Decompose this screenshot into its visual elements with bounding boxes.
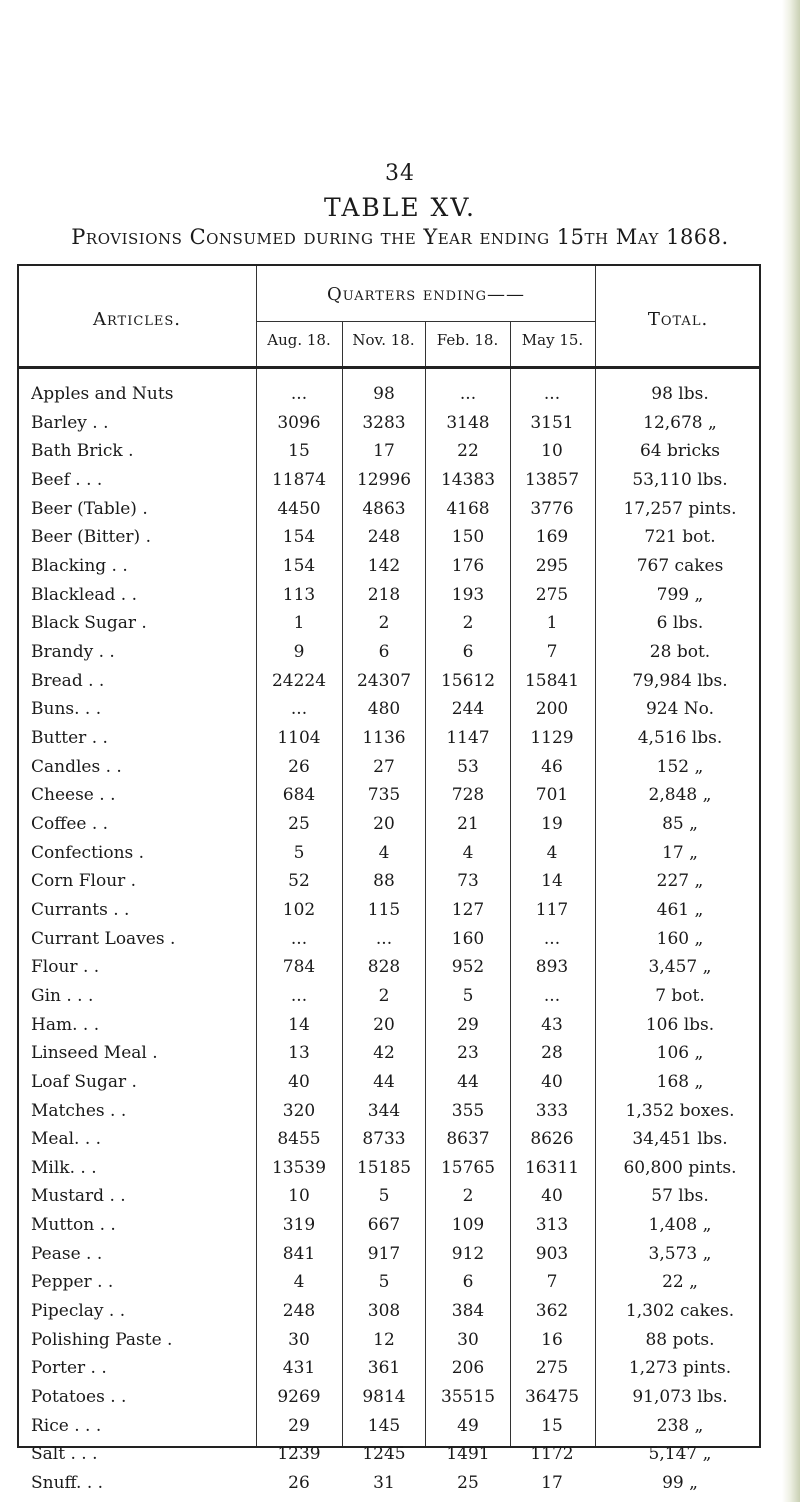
may-cell: 15: [541, 1415, 563, 1436]
feb-cell: 2: [462, 613, 474, 634]
table-row: [17, 781, 761, 810]
article-cell: Beef . . .: [31, 469, 103, 490]
table-row: [17, 523, 761, 552]
nov-cell: 142: [367, 555, 401, 576]
article-cell: Bath Brick .: [31, 441, 134, 462]
feb-cell: 2: [462, 1186, 474, 1207]
table-row: [17, 753, 761, 782]
may-cell: 333: [535, 1100, 569, 1121]
total-cell: 106 „: [656, 1043, 704, 1064]
table-row: [17, 1354, 761, 1383]
nov-cell: 667: [367, 1215, 401, 1236]
table-row: [17, 1383, 761, 1412]
may-cell: 43: [541, 1014, 563, 1035]
feb-cell: 23: [457, 1043, 479, 1064]
aug-cell: ...: [290, 985, 308, 1006]
may-cell: 16: [541, 1329, 563, 1350]
may-cell: 1: [546, 613, 558, 634]
nov-cell: 3283: [362, 412, 406, 433]
header-quarter-may: May 15.: [521, 331, 584, 349]
table-row: [17, 810, 761, 839]
aug-cell: 10: [288, 1186, 310, 1207]
nov-cell: 5: [378, 1186, 390, 1207]
nov-cell: 2: [378, 985, 390, 1006]
article-cell: Porter . .: [31, 1358, 107, 1379]
table-row: [17, 867, 761, 896]
aug-cell: 784: [282, 957, 316, 978]
nov-cell: 9814: [362, 1387, 406, 1408]
total-cell: 227 „: [656, 871, 704, 892]
article-cell: Loaf Sugar .: [31, 1071, 137, 1092]
nov-cell: 828: [367, 957, 401, 978]
article-cell: Candles . .: [31, 756, 122, 777]
total-cell: 1,408 „: [648, 1215, 712, 1236]
feb-cell: 30: [457, 1329, 479, 1350]
nov-cell: 1245: [362, 1444, 406, 1465]
table-row: [17, 609, 761, 638]
header-subrule: [256, 321, 595, 322]
feb-cell: 160: [451, 928, 485, 949]
feb-cell: 6: [462, 1272, 474, 1293]
aug-cell: 102: [282, 899, 316, 920]
aug-cell: 5: [293, 842, 305, 863]
total-cell: 12,678 „: [643, 412, 717, 433]
article-cell: Buns. . .: [31, 699, 102, 720]
table-row: [17, 1240, 761, 1269]
aug-cell: ...: [290, 699, 308, 720]
header-quarter-aug: Aug. 18.: [267, 331, 331, 349]
nov-cell: 344: [367, 1100, 401, 1121]
article-cell: Currant Loaves .: [31, 928, 176, 949]
may-cell: 903: [535, 1243, 569, 1264]
article-cell: Rice . . .: [31, 1415, 102, 1436]
nov-cell: 31: [373, 1473, 395, 1494]
feb-cell: 4168: [446, 498, 490, 519]
aug-cell: 11874: [271, 469, 327, 490]
feb-cell: 3148: [446, 412, 490, 433]
nov-cell: 24307: [356, 670, 412, 691]
may-cell: 3776: [530, 498, 574, 519]
feb-cell: 29: [457, 1014, 479, 1035]
total-cell: 64 bricks: [639, 441, 721, 462]
total-cell: 2,848 „: [648, 785, 712, 806]
feb-cell: 4: [462, 842, 474, 863]
article-cell: Mustard . .: [31, 1186, 126, 1207]
aug-cell: 1: [293, 613, 305, 634]
aug-cell: 13539: [271, 1157, 327, 1178]
total-cell: 1,302 cakes.: [625, 1301, 735, 1322]
total-cell: 98 lbs.: [651, 384, 709, 404]
feb-cell: 14383: [440, 469, 496, 490]
aug-cell: 8455: [277, 1129, 321, 1150]
article-cell: Pease . .: [31, 1243, 103, 1264]
total-cell: 6 lbs.: [656, 613, 704, 634]
total-cell: 799 „: [656, 584, 704, 605]
total-cell: 85 „: [662, 813, 698, 834]
aug-cell: 3096: [277, 412, 321, 433]
may-cell: 19: [541, 813, 563, 834]
nov-cell: 917: [367, 1243, 401, 1264]
aug-cell: 26: [288, 1473, 310, 1494]
header-quarter-nov: Nov. 18.: [352, 331, 415, 349]
article-cell: Potatoes . .: [31, 1387, 127, 1408]
aug-cell: 15: [288, 441, 310, 462]
header-bottom-rule: [19, 366, 759, 369]
total-cell: 1,273 pints.: [628, 1358, 732, 1379]
feb-cell: 49: [457, 1415, 479, 1436]
total-cell: 22 „: [662, 1272, 698, 1293]
article-cell: Meal. . .: [31, 1129, 102, 1150]
article-cell: Snuff. . .: [31, 1473, 104, 1494]
nov-cell: 2: [378, 613, 390, 634]
aug-cell: 320: [282, 1100, 316, 1121]
table-row: [17, 1068, 761, 1097]
feb-cell: 150: [451, 527, 485, 548]
may-cell: 169: [535, 527, 569, 548]
table-row: [17, 495, 761, 524]
header-quarter-feb: Feb. 18.: [436, 331, 499, 349]
total-cell: 160 „: [656, 928, 704, 949]
may-cell: 17: [541, 1473, 563, 1494]
header-quarters-ending: Quarters ending——: [326, 284, 526, 305]
article-cell: Brandy . .: [31, 641, 115, 662]
total-cell: 60,800 pints.: [623, 1157, 737, 1178]
article-cell: Linseed Meal .: [31, 1043, 158, 1064]
feb-cell: 35515: [440, 1387, 496, 1408]
may-cell: 295: [535, 555, 569, 576]
may-cell: ...: [543, 928, 561, 949]
feb-cell: 15612: [440, 670, 496, 691]
table-caption: Provisions Consumed during the Year ending 15th May 1868.: [71, 225, 729, 249]
feb-cell: 206: [451, 1358, 485, 1379]
article-cell: Cheese . .: [31, 785, 116, 806]
nov-cell: 4: [378, 842, 390, 863]
header-articles: Articles.: [92, 309, 182, 330]
table-row: [17, 1011, 761, 1040]
feb-cell: 193: [451, 584, 485, 605]
article-cell: Barley . .: [31, 412, 109, 433]
total-cell: 57 lbs.: [651, 1186, 709, 1207]
may-cell: 3151: [530, 412, 574, 433]
total-cell: 152 „: [656, 756, 704, 777]
aug-cell: ...: [290, 928, 308, 949]
aug-cell: 9: [293, 641, 305, 662]
may-cell: 40: [541, 1186, 563, 1207]
total-cell: 34,451 lbs.: [632, 1129, 728, 1150]
table-row: [17, 409, 761, 438]
may-cell: 313: [535, 1215, 569, 1236]
total-cell: 7 bot.: [655, 985, 705, 1006]
table-row: [17, 1440, 761, 1469]
feb-cell: 73: [457, 871, 479, 892]
table-row: [17, 437, 761, 466]
article-cell: Confections .: [31, 842, 145, 863]
total-cell: 3,457 „: [648, 957, 712, 978]
total-cell: 168 „: [656, 1071, 704, 1092]
total-cell: 53,110 lbs.: [632, 469, 728, 490]
aug-cell: 4: [293, 1272, 305, 1293]
table-row: [17, 1268, 761, 1297]
total-cell: 99 „: [662, 1473, 698, 1494]
may-cell: 1172: [530, 1444, 574, 1465]
table-row: [17, 1326, 761, 1355]
table-row: [17, 638, 761, 667]
may-cell: 200: [535, 699, 569, 720]
aug-cell: 248: [282, 1301, 316, 1322]
feb-cell: 244: [451, 699, 485, 720]
nov-cell: 44: [373, 1071, 395, 1092]
nov-cell: 4863: [362, 498, 406, 519]
nov-cell: 42: [373, 1043, 395, 1064]
feb-cell: 25: [457, 1473, 479, 1494]
feb-cell: 22: [457, 441, 479, 462]
may-cell: 275: [535, 584, 569, 605]
feb-cell: 1147: [446, 727, 490, 748]
feb-cell: 952: [451, 957, 485, 978]
feb-cell: 44: [457, 1071, 479, 1092]
feb-cell: 1491: [446, 1444, 490, 1465]
article-cell: Mutton . .: [31, 1215, 116, 1236]
nov-cell: 218: [367, 584, 401, 605]
article-cell: Salt . . .: [31, 1444, 98, 1465]
article-cell: Ham. . .: [31, 1014, 100, 1035]
feb-cell: 384: [451, 1301, 485, 1322]
may-cell: 46: [541, 756, 563, 777]
article-cell: Pipeclay . .: [31, 1301, 126, 1322]
aug-cell: 1104: [277, 727, 321, 748]
may-cell: ...: [543, 985, 561, 1006]
article-cell: Flour . .: [31, 957, 100, 978]
total-cell: 4,516 lbs.: [637, 727, 723, 748]
table-row: [17, 1182, 761, 1211]
aug-cell: 154: [282, 555, 316, 576]
total-cell: 767 cakes: [636, 555, 724, 576]
aug-cell: 1239: [277, 1444, 321, 1465]
feb-cell: 5: [462, 985, 474, 1006]
page-number: 34: [385, 161, 415, 186]
may-cell: 7: [546, 641, 558, 662]
aug-cell: 24224: [271, 670, 327, 691]
article-cell: Coffee . .: [31, 813, 109, 834]
table-row: [17, 380, 761, 409]
table-row: [17, 1412, 761, 1441]
total-cell: 88 pots.: [645, 1329, 715, 1350]
nov-cell: 248: [367, 527, 401, 548]
article-cell: Milk. . .: [31, 1157, 97, 1178]
total-cell: 238 „: [656, 1415, 704, 1436]
aug-cell: 40: [288, 1071, 310, 1092]
table-row: [17, 925, 761, 954]
table-row: [17, 1297, 761, 1326]
aug-cell: 319: [282, 1215, 316, 1236]
feb-cell: 355: [451, 1100, 485, 1121]
total-cell: 79,984 lbs.: [632, 670, 728, 691]
nov-cell: 6: [378, 641, 390, 662]
total-cell: 5,147 „: [648, 1444, 712, 1465]
nov-cell: 361: [367, 1358, 401, 1379]
table-row: [17, 1039, 761, 1068]
aug-cell: 13: [288, 1043, 310, 1064]
nov-cell: 5: [378, 1272, 390, 1293]
table-row: [17, 1125, 761, 1154]
article-cell: Polishing Paste .: [31, 1329, 173, 1350]
aug-cell: 14: [288, 1014, 310, 1035]
nov-cell: 480: [367, 699, 401, 720]
total-cell: 1,352 boxes.: [625, 1100, 735, 1121]
total-cell: 106 lbs.: [645, 1014, 715, 1035]
nov-cell: 20: [373, 813, 395, 834]
may-cell: 701: [535, 785, 569, 806]
article-cell: Blacking . .: [31, 555, 128, 576]
table-row: [17, 466, 761, 495]
aug-cell: ...: [290, 384, 308, 404]
may-cell: 13857: [524, 469, 580, 490]
article-cell: Beer (Bitter) .: [31, 527, 151, 548]
aug-cell: 841: [282, 1243, 316, 1264]
total-cell: 17 „: [662, 842, 698, 863]
feb-cell: ...: [459, 384, 477, 404]
article-cell: Butter . .: [31, 727, 108, 748]
nov-cell: 15185: [356, 1157, 412, 1178]
feb-cell: 21: [457, 813, 479, 834]
nov-cell: 88: [373, 871, 395, 892]
article-cell: Pepper . .: [31, 1272, 114, 1293]
nov-cell: 735: [367, 785, 401, 806]
table-row: [17, 695, 761, 724]
aug-cell: 113: [282, 584, 316, 605]
nov-cell: 145: [367, 1415, 401, 1436]
may-cell: 8626: [530, 1129, 574, 1150]
table-row: [17, 1211, 761, 1240]
article-cell: Currants . .: [31, 899, 130, 920]
may-cell: ...: [543, 384, 561, 404]
table-row: [17, 896, 761, 925]
may-cell: 16311: [524, 1157, 580, 1178]
table-row: [17, 1097, 761, 1126]
nov-cell: 20: [373, 1014, 395, 1035]
feb-cell: 912: [451, 1243, 485, 1264]
nov-cell: 115: [367, 899, 401, 920]
aug-cell: 25: [288, 813, 310, 834]
article-cell: Black Sugar .: [31, 613, 147, 634]
aug-cell: 30: [288, 1329, 310, 1350]
total-cell: 28 bot.: [649, 641, 711, 662]
may-cell: 15841: [524, 670, 580, 691]
may-cell: 4: [546, 842, 558, 863]
may-cell: 7: [546, 1272, 558, 1293]
total-cell: 461 „: [656, 899, 704, 920]
table-row: [17, 552, 761, 581]
total-cell: 721 bot.: [644, 527, 716, 548]
nov-cell: 308: [367, 1301, 401, 1322]
may-cell: 362: [535, 1301, 569, 1322]
aug-cell: 684: [282, 785, 316, 806]
nov-cell: 12: [373, 1329, 395, 1350]
article-cell: Apples and Nuts: [31, 384, 174, 404]
may-cell: 893: [535, 957, 569, 978]
feb-cell: 8637: [446, 1129, 490, 1150]
nov-cell: 1136: [362, 727, 406, 748]
header-total: Total.: [647, 309, 709, 330]
feb-cell: 176: [451, 555, 485, 576]
nov-cell: 17: [373, 441, 395, 462]
feb-cell: 15765: [440, 1157, 496, 1178]
total-cell: 91,073 lbs.: [632, 1387, 728, 1408]
may-cell: 1129: [530, 727, 574, 748]
aug-cell: 154: [282, 527, 316, 548]
article-cell: Gin . . .: [31, 985, 94, 1006]
may-cell: 14: [541, 871, 563, 892]
table-row: [17, 724, 761, 753]
table-row: [17, 1469, 761, 1498]
table-row: [17, 839, 761, 868]
feb-cell: 53: [457, 756, 479, 777]
article-cell: Beer (Table) .: [31, 498, 148, 519]
may-cell: 10: [541, 441, 563, 462]
may-cell: 275: [535, 1358, 569, 1379]
table-row: [17, 953, 761, 982]
nov-cell: ...: [375, 928, 393, 949]
feb-cell: 127: [451, 899, 485, 920]
total-cell: 924 No.: [645, 699, 715, 720]
article-cell: Matches . .: [31, 1100, 127, 1121]
nov-cell: 27: [373, 756, 395, 777]
table-row: [17, 581, 761, 610]
table-title: TABLE XV.: [324, 193, 476, 222]
total-cell: 3,573 „: [648, 1243, 712, 1264]
aug-cell: 52: [288, 871, 310, 892]
article-cell: Blacklead . .: [31, 584, 138, 605]
feb-cell: 6: [462, 641, 474, 662]
nov-cell: 98: [373, 384, 395, 404]
feb-cell: 728: [451, 785, 485, 806]
aug-cell: 431: [282, 1358, 316, 1379]
table-row: [17, 1154, 761, 1183]
aug-cell: 26: [288, 756, 310, 777]
may-cell: 36475: [524, 1387, 580, 1408]
may-cell: 40: [541, 1071, 563, 1092]
may-cell: 117: [535, 899, 569, 920]
table-row: [17, 982, 761, 1011]
may-cell: 28: [541, 1043, 563, 1064]
aug-cell: 4450: [277, 498, 321, 519]
table-row: [17, 667, 761, 696]
article-cell: Corn Flour .: [31, 871, 137, 892]
nov-cell: 12996: [356, 469, 412, 490]
feb-cell: 109: [451, 1215, 485, 1236]
article-cell: Bread . .: [31, 670, 105, 691]
aug-cell: 29: [288, 1415, 310, 1436]
aug-cell: 9269: [277, 1387, 321, 1408]
nov-cell: 8733: [362, 1129, 406, 1150]
total-cell: 17,257 pints.: [623, 498, 737, 519]
